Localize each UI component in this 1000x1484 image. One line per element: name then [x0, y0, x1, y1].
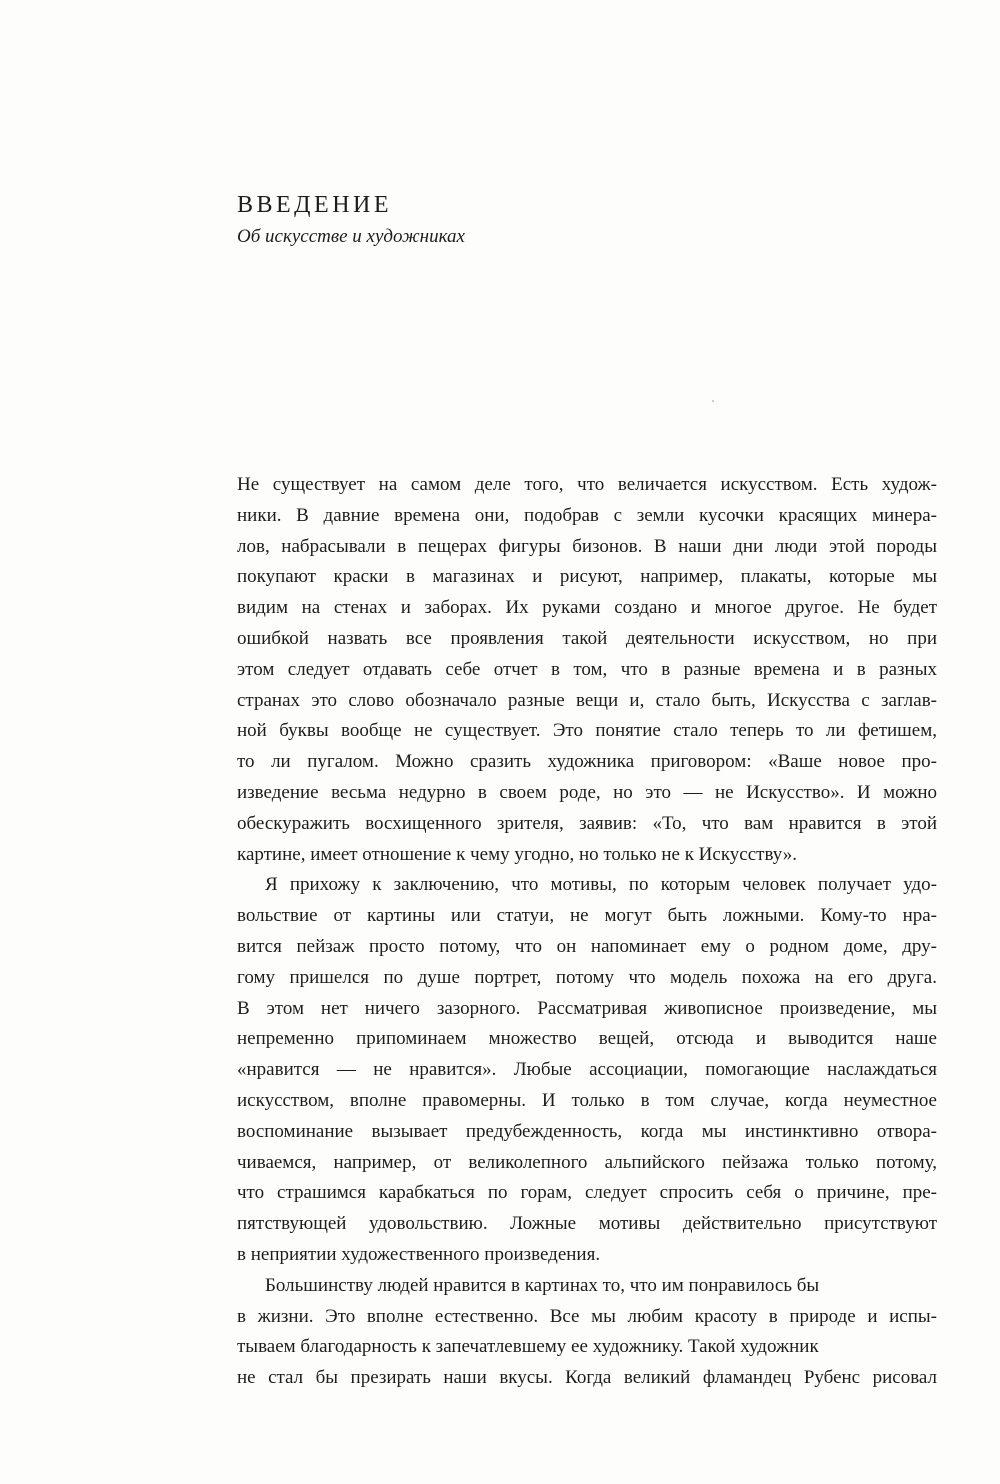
- text-line: ной буквы вообще не существует. Это понятие стало теперь то ли фетишем,: [237, 720, 937, 742]
- text-line: В этом нет ничего зазорного. Рассматривая живописное произведение, мы: [237, 997, 937, 1019]
- text-line: покупают краски в магазинах и рисуют, например, плакаты, которые мы: [237, 566, 937, 588]
- text-line: в жизни. Это вполне естественно. Все мы любим красоту в природе и испы-: [237, 1305, 937, 1327]
- text-line: «нравится — не нравится». Любые ассоциации, помогающие наслаждаться: [237, 1059, 937, 1081]
- text-line: искусством, вполне правомерны. И только в том случае, когда неуместное: [237, 1089, 937, 1111]
- text-line: ошибкой назвать все проявления такой деятельности искусством, но при: [237, 627, 937, 649]
- text-line: ники. В давние времена они, подобрав с земли кусочки красящих минера-: [237, 504, 937, 526]
- text-line: обескуражить восхищенного зрителя, заявив: «То, что вам нравится в этой: [237, 812, 937, 834]
- text-line: картине, имеет отношение к чему угодно, но только не к Искусству».: [237, 843, 798, 865]
- body-text: [237, 470, 937, 1394]
- text-line: что страшимся карабкаться по горам, следует спросить себя о причине, пре-: [237, 1182, 937, 1204]
- text-line: вольствие от картины или статуи, не могут быть ложными. Кому-то нра-: [237, 905, 937, 927]
- chapter-title: ВВЕДЕНИЕ: [237, 192, 393, 218]
- text-line: Большинству людей нравится в картинах то, что им понравилось бы: [265, 1274, 820, 1296]
- text-line: воспоминание вызывает предубежденность, когда мы инстинктивно отвора-: [237, 1120, 937, 1142]
- text-line: не стал бы презирать наши вкусы. Когда великий фламандец Рубенс рисовал: [237, 1367, 937, 1389]
- chapter-subtitle: Об искусстве и художниках: [237, 226, 465, 247]
- text-line: в неприятии художественного произведения.: [237, 1243, 601, 1265]
- text-line: лов, набрасывали в пещерах фигуры бизонов. В наши дни люди этой породы: [237, 535, 937, 557]
- text-line: Я прихожу к заключению, что мотивы, по которым человек получает удо-: [265, 874, 937, 896]
- text-line: пятствующей удовольствию. Ложные мотивы действительно присутствуют: [237, 1213, 937, 1235]
- text-line: видим на стенах и заборах. Их руками создано и многое другое. Не будет: [237, 597, 937, 619]
- text-line: то ли пугалом. Можно сразить художника приговором: «Ваше новое про-: [237, 751, 937, 773]
- text-line: странах это слово обозначало разные вещи и, стало быть, Искусства с заглав-: [237, 689, 937, 711]
- paper-speck: [712, 400, 714, 402]
- text-line: вится пейзаж просто потому, что он напоминает ему о родном доме, дру-: [237, 935, 937, 957]
- chapter-heading: [237, 190, 465, 252]
- text-line: непременно припоминаем множество вещей, отсюда и выводится наше: [237, 1028, 937, 1050]
- text-line: этом следует отдавать себе отчет в том, что в разные времена и в разных: [237, 658, 937, 680]
- text-line: тываем благодарность к запечатлевшему ее художнику. Такой художник: [237, 1336, 819, 1358]
- text-line: гому пришелся по душе портрет, потому что модель похожа на его друга.: [237, 966, 937, 988]
- text-line: Не существует на самом деле того, что величается искусством. Есть худож-: [237, 474, 937, 495]
- text-line: изведение весьма недурно в своем роде, но это — не Искусство». И можно: [237, 781, 937, 803]
- text-line: чиваемся, например, от великолепного альпийского пейзажа только потому,: [237, 1151, 937, 1173]
